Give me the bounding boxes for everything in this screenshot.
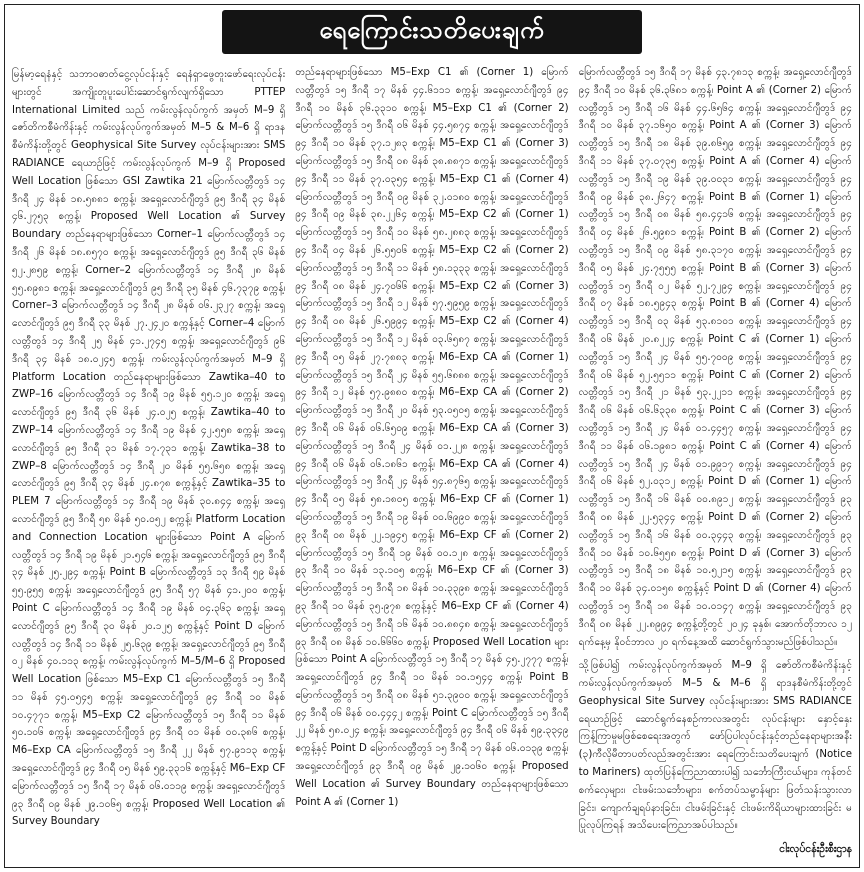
notice-columns — [12, 64, 852, 864]
column-2-text: တည်နေရာများဖြစ်သော M5–Exp C1 ၏ (Corner 1) မြောက်လတ္တီတွဒ် ၁၅ ဒီဂရီ ၁၇ မိနစ် ၄၄.၆၁၁၁ စက္ကန့်၊ အရှေ့လောင်ဂျီတွဒ် ၉၄ ဒီဂရီ ၁၀ မိနစ် ၃၆.၃၃၁၀ စက္ကန့်၊ M5–Exp C1 ၏ (Corner 2) မြောက်လတ္တီတွဒ် ၁၅ ဒီဂရီ ၀၆ မိနစ် ၄၄.၅၈၇၄ စက္ကန့်၊ အရှေ့လောင်ဂျီတွဒ် ၉၄ ဒီဂရီ ၁၀ မိနစ် ၃၇.၁၂၈၃ စက္ကန့်၊ M5–Exp C1 ၏ (Corner 3) မြောက်လတ္တီတွဒ် ၁၅ ဒီဂရီ ၀၈ မိနစ် ၃၈.၈၈၇၁ စက္ကန့်၊ အရှေ့လောင်ဂျီတွဒ် ၉၄ ဒီဂရီ ၁၁ မိနစ် ၃၇.၀၃၅၄ စက္ကန့်၊ M5–Exp C1 ၏ (Corner 4) မြောက်လတ္တီတွဒ် ၁၅ ဒီဂရီ ၀၉ မိနစ် ၃၂.၀၁၈၀ စက္ကန့်၊ အရှေ့လောင်ဂျီတွဒ် ၉၄ ဒီဂရီ ၀၉ မိနစ် ၃၈.၂၂၆၄ စက္ကန့်၊ M5–Exp C2 ၏ (Corner 1) မြောက်လတ္တီတွဒ် ၁၅ ဒီဂရီ ၁၀ မိနစ် ၅၈.၂၈၈၃ စက္ကန့်၊ အရှေ့လောင်ဂျီတွဒ် ၉၄ ဒီဂရီ ၀၄ မိနစ် ၂၆.၅၅၀၆ စက္ကန့်၊ M5–Exp C2 ၏ (Corner 2) မြောက်လတ္တီတွဒ် ၁၅ ဒီဂရီ ၁၁ မိနစ် ၅၈.၁၃၃၃ စက္ကန့်၊ အရှေ့လောင်ဂျီတွဒ် ၉၄ ဒီဂရီ ၀၈ မိနစ် ၂၄.၇၀၆၆ စက္ကန့်၊ M5–Exp C2 ၏ (Corner 3) မြောက်လတ္တီတွဒ် ၁၅ ဒီဂရီ ၁၂ မိနစ် ၅၇.၅၉၅၉ စက္ကန့်၊ အရှေ့လောင်ဂျီတွဒ် ၉၄ ဒီဂရီ ၀၈ မိနစ် ၂၆.၅၉၉၄ စက္ကန့်၊ M5–Exp C2 ၏ (Corner 4) မြောက်လတ္တီတွဒ် ၁၅ ဒီဂရီ ၁၂ မိနစ် ၀၃.၆၅၈၇ စက္ကန့်၊ အရှေ့လောင်ဂျီတွဒ် ၉၄ ဒီဂရီ ၀၅ မိနစ် ၂၇.၇၈၈၃ စက္ကန့်၊ M6–Exp CA ၏ (Corner 1) မြောက်လတ္တီတွဒ် ၁၅ ဒီဂရီ ၂၄ မိနစ် ၅၅.၆၈၈၈ စက္ကန့်၊ အရှေ့လောင်ဂျီတွဒ် ၉၄ ဒီဂရီ ၁၂ မိနစ် ၅၇.၉၈၈၀ စက္ကန့်၊ M6–Exp CA ၏ (Corner 2) မြောက်လတ္တီတွဒ် ၁၅ ဒီဂရီ ၂၀ မိနစ် ၅၃.၀၅၀၅ စက္ကန့်၊ အရှေ့လောင်ဂျီတွဒ် ၉၄ ဒီဂရီ ၀၆ မိနစ် ၀၆.၆၅၀၉ စက္ကန့်၊ M6–Exp CA ၏ (Corner 3) မြောက်လတ္တီတွဒ် ၁၅ ဒီဂရီ ၂၄ မိနစ် ၀၁.၂၂၈ စက္ကန့်၊ အရှေ့လောင်ဂျီတွဒ် ၉၄ ဒီဂရီ ၀၆ မိနစ် ၀၆.၁၈၆၁ စက္ကန့်၊ M6–Exp CA ၏ (Corner 4) မြောက်လတ္တီတွဒ် ၁၅ ဒီဂရီ ၂၄ မိနစ် ၅၄.၈၇၆၅ စက္ကန့်၊ အရှေ့လောင်ဂျီတွဒ် ၉၄ ဒီဂရီ ၀၅ မိနစ် ၅၈.၁၈၀၅ စက္ကန့်၊ M6–Exp CF ၏ (Corner 1) မြောက်လတ္တီတွဒ် ၁၅ ဒီဂရီ ၁၉ မိနစ် ၀၀.၆၉၉၀ စက္ကန့်၊ အရှေ့လောင်ဂျီတွဒ် ၉၃ ဒီဂရီ ၀၈ မိနစ် ၂၂.၁၉၄၅ စက္ကန့်၊ M6–Exp CF ၏ (Corner 2) မြောက်လတ္တီတွဒ် ၁၅ ဒီဂရီ ၁၉ မိနစ် ၀၀.၁၂၈ စက္ကန့်၊ အရှေ့လောင်ဂျီတွဒ် ၉၃ ဒီဂရီ ၁၀ မိနစ် ၁၃.၁၀၅ စက္ကန့်၊ M6–Exp CF ၏ (Corner 3) မြောက်လတ္တီတွဒ် ၁၅ ဒီဂရီ ၁၈ မိနစ် ၁၀.၃၃၉၈ စက္ကန့်၊ အရှေ့လောင်ဂျီတွဒ် ၉၃ ဒီဂရီ ၁၀ မိနစ် ၃၅.၉၇၈ စက္ကန့်နှင့် M6–Exp CF ၏ (Corner 4) မြောက်လတ္တီတွဒ် ၁၅ ဒီဂရီ ၁၆ မိနစ် ၁၀.၈၈၄၈ စက္ကန့်၊ အရှေ့လောင်ဂျီတွဒ် ၉၃ ဒီဂရီ ၀၈ မိနစ် ၁၀.၆၆၆၀ စက္ကန့်၊ Proposed Well Location များဖြစ်သော Point A မြောက်လတ္တီတွဒ် ၁၅ ဒီဂရီ ၁၇ မိနစ် ၄၅.၂၇၇၇ စက္ကန့်၊ အရှေ့လောင်ဂျီတွဒ် ၉၄ ဒီဂရီ ၁၀ မိနစ် ၁၀.၁၅၄၄ စက္ကန့်၊ Point B မြောက်လတ္တီတွဒ် ၁၅ ဒီဂရီ ၀၈ မိနစ် ၅၁.၃၉၀၀ စက္ကန့်၊ အရှေ့လောင်ဂျီတွဒ် ၉၄ ဒီဂရီ ၀၆ မိနစ် ၀၀.၄၄၄၂ စက္ကန့်၊ Point C မြောက်လတ္တီတွဒ် ၁၅ ဒီဂရီ ၂၂ မိနစ် ၅၈.၀၂၄ စက္ကန့်၊ အရှေ့လောင်ဂျီတွဒ် ၉၄ ဒီဂရီ ၀၆ မိနစ် ၅၉.၃၃၄၉ စက္ကန့်နှင့် Point D မြောက်လတ္တီတွဒ် ၁၅ ဒီဂရီ ၁၇ မိနစ် ၀၆.၀၁၃၉ စက္ကန့်၊ အရှေ့လောင်ဂျီတွဒ် ၉၃ ဒီဂရီ ၀၉ မိနစ် ၂၉.၁၀၆၀ စက္ကန့်၊ Proposed Well Location ၏ Survey Boundary တည်နေရာများဖြစ်သော Point A ၏ (Corner 1) — [295, 67, 569, 808]
column-3-paragraph-1: မြောက်လတ္တီတွဒ် ၁၅ ဒီဂရီ ၁၇ မိနစ် ၄၃.၇၈၁၃ စက္ကန့်၊ အရှေ့လောင်ဂျီတွဒ် ၉၄ ဒီဂရီ ၁၀ မိနစ် ၃၆.၃၆၈၁ စက္ကန့်၊ Point A ၏ (Corner 2) မြောက်လတ္တီတွဒ် ၁၅ ဒီဂရီ ၁၆ မိနစ် ၄၄.၆၅၆၄ စက္ကန့်၊ အရှေ့လောင်ဂျီတွဒ် ၉၄ ဒီဂရီ ၁၀ မိနစ် ၃၇.၁၆၅၀ စက္ကန့်၊ Point A ၏ (Corner 3) မြောက်လတ္တီတွဒ် ၁၅ ဒီဂရီ ၁၈ မိနစ် ၃၉.၈၆၅၉ စက္ကန့်၊ အရှေ့လောင်ဂျီတွဒ် ၉၄ ဒီဂရီ ၁၁ မိနစ် ၃၇.၀၇၃၅ စက္ကန့်၊ Point A ၏ (Corner 4) မြောက်လတ္တီတွဒ် ၁၅ ဒီဂရီ ၁၉ မိနစ် ၃၉.၀၀၃၁ စက္ကန့်၊ အရှေ့လောင်ဂျီတွဒ် ၉၄ ဒီဂရီ ၀၉ မိနစ် ၃၈.၂၆၄၇ စက္ကန့်၊ Point B ၏ (Corner 1) မြောက်လတ္တီတွဒ် ၁၅ ဒီဂရီ ၀၈ မိနစ် ၅၈.၄၄၁၆ စက္ကန့်၊ အရှေ့လောင်ဂျီတွဒ် ၉၄ ဒီဂရီ ၀၄ မိနစ် ၂၆.၅၉၈၁ စက္ကန့်၊ Point B ၏ (Corner 2) မြောက်လတ္တီတွဒ် ၁၅ ဒီဂရီ ၀၉ မိနစ် ၅၈.၃၁၇၀ စက္ကန့်၊ အရှေ့လောင်ဂျီတွဒ် ၉၄ ဒီဂရီ ၀၅ မိနစ် ၂၄.၇၅၅၅ စက္ကန့်၊ Point B ၏ (Corner 3) မြောက်လတ္တီတွဒ် ၁၅ ဒီဂရီ ၀၂ မိနစ် ၅၂.၇၂၉၄ စက္ကန့်၊ အရှေ့လောင်ဂျီတွဒ် ၉၄ ဒီဂရီ ၀၇ မိနစ် ၁၈.၅၉၄၃ စက္ကန့်၊ Point B ၏ (Corner 4) မြောက်လတ္တီတွဒ် ၁၅ ဒီဂရီ ၀၃ မိနစ် ၅၃.၈၁၀၁ စက္ကန့်၊ အရှေ့လောင်ဂျီတွဒ် ၉၄ ဒီဂရီ ၀၆ မိနစ် ၂၀.၈၂၂၄ စက္ကန့်၊ Point C ၏ (Corner 1) မြောက်လတ္တီတွဒ် ၁၅ ဒီဂရီ ၂၄ မိနစ် ၅၅.၇၀၀၉ စက္ကန့်၊ အရှေ့လောင်ဂျီတွဒ် ၉၄ ဒီဂရီ ၀၆ မိနစ် ၅၂.၅၅၁၁ စက္ကန့်၊ Point C ၏ (Corner 2) မြောက်လတ္တီတွဒ် ၁၅ ဒီဂရီ ၂၁ မိနစ် ၅၃.၂၂၁၁ စက္ကန့်၊ အရှေ့လောင်ဂျီတွဒ် ၉၄ ဒီဂရီ ၀၆ မိနစ် ၀၆.၆၃၃၈ စက္ကန့်၊ Point C ၏ (Corner 3) မြောက်လတ္တီတွဒ် ၁၅ ဒီဂရီ ၂၄ မိနစ် ၀၁.၄၄၅၇ စက္ကန့်၊ အရှေ့လောင်ဂျီတွဒ် ၉၄ ဒီဂရီ ၁၁ မိနစ် ၀၆.၁၉၈၁ စက္ကန့်၊ Point C ၏ (Corner 4) မြောက်လတ္တီတွဒ် ၁၅ ဒီဂရီ ၂၄ မိနစ် ၀၁.၉၉၁၇ စက္ကန့်၊ အရှေ့လောင်ဂျီတွဒ် ၉၄ ဒီဂရီ ၀၆ မိနစ် ၅၂.၀၃၁၂ စက္ကန့်၊ Point D ၏ (Corner 1) မြောက်လတ္တီတွဒ် ၁၅ ဒီဂရီ ၁၆ မိနစ် ၀၀.၈၉၁၂ စက္ကန့်၊ အရှေ့လောင်ဂျီတွဒ် ၉၃ ဒီဂရီ ၀၈ မိနစ် ၂၂.၅၃၄၄ စက္ကန့်၊ Point D ၏ (Corner 2) မြောက်လတ္တီတွဒ် ၁၅ ဒီဂရီ ၁၆ မိနစ် ၀၀.၃၄၄၃ စက္ကန့်၊ အရှေ့လောင်ဂျီတွဒ် ၉၃ ဒီဂရီ ၁၀ မိနစ် ၁၀.၆၅၅၈ စက္ကန့်၊ Point D ၏ (Corner 3) မြောက်လတ္တီတွဒ် ၁၅ ဒီဂရီ ၁၈ မိနစ် ၁၀.၅၂၁၅ စက္ကန့်၊ အရှေ့လောင်ဂျီတွဒ် ၉၃ ဒီဂရီ ၁၀ မိနစ် ၃၄.၀၁၅၈ စက္ကန့်နှင့် Point D ၏ (Corner 4) မြောက်လတ္တီတွဒ် ၁၅ ဒီဂရီ ၁၈ မိနစ် ၁၀.၀၁၄၇ စက္ကန့်၊ အရှေ့လောင်ဂျီတွဒ် ၉၃ ဒီဂရီ ၀၈ မိနစ် ၂၂.၈၉၉၄ စက္ကန့်တို့တွင် ၂၀၂၄ ခုနှစ်၊ အောက်တိုဘာလ ၁၂ ရက်နေ့မှ နိုဝင်ဘာလ ၂၀ ရက်နေ့အထိ ဆောင်ရွက်သွားမည်ဖြစ်ပါသည်။ — [578, 67, 852, 648]
notice-title: ရေကြောင်းသတိပေးချက် — [222, 10, 642, 54]
column-1 — [12, 64, 285, 864]
column-3-paragraph-2: သို့ဖြစ်ပါ၍ ကမ်းလွန်လုပ်ကွက်အမှတ် M–9 ရှိ ဇော်တိကစီမံကိန်းနှင့် ကမ်းလွန်လုပ်ကွက်အမှတ် M–5 & M–6 ရှိ ရာဒနစီမံကိန်းတို့တွင် Geophysical Site Survey လုပ်ငန်းများအား SMS RADIANCE ရေယာဉ်ဖြင့် ဆောင်ရွက်နေစဉ်ကာလအတွင်း လုပ်ငန်းများ နှောင့်နှေးကြန့်ကြာမှုမဖြစ်စေရေးအတွက် ဖော်ပြပါလုပ်ငန်းနှင့်တည်နေရာများအနီး (၃)ကီလိုမီတာပတ်လည်အတွင်းအား ရေကြောင်းသတိပေးချက် (Notice to Mariners) ထုတ်ပြန်ကြေညာထားပါ၍ သင်္ဘောကြီးငယ်များ၊ ကုန်တင်စက်လှေများ၊ ငါးဖမ်းသင်္ဘောများ၊ စက်တပ်သမ္ဗာန်များ ဖြတ်သန်းသွားလာခြင်း၊ ကျောက်ချရပ်နားခြင်း၊ ငါးဖမ်းခြင်းနှင့် ငါးဖမ်းကိရိယာများထားခြင်း မပြုလုပ်ကြရန် အသိပေးကြေညာအပ်ပါသည်။ — [578, 660, 852, 832]
column-3 — [579, 64, 852, 864]
signature: ငါးလုပ်ငန်းဦးစီးဌာန — [779, 843, 852, 856]
column-2 — [295, 64, 568, 864]
column-1-text: မြန်မာ့ရေနံနှင့် သဘာဝဓာတ်ငွေ့လုပ်ငန်းနှင့် ရေနံရှာဖွေတူးဖော်ရေးလုပ်ငန်းများတွင် အကျိုးတူပူးပေါင်းဆောင်ရွက်လျက်ရှိသော PTTEP International Limited သည် ကမ်းလွန်လုပ်ကွက် အမှတ် M–9 ရှိ ဇော်တိကစီမံကိန်းနှင့် ကမ်းလွန်လုပ်ကွက်အမှတ် M–5 & M–6 ရှိ ရာဒနစီမံကိန်းတို့တွင် Geophysical Site Survey လုပ်ငန်းများအား SMS RADIANCE ရေယာဉ်ဖြင့် ကမ်းလွန်လုပ်ကွက် M–9 ရှိ Proposed Well Location ဖြစ်သော GSI Zawtika 21 မြောက်လတ္တီတွဒ် ၁၄ ဒီဂရီ ၂၄ မိနစ် ၁၈.၅၈၈၁ စက္ကန့်၊ အရှေ့လောင်ဂျီတွဒ် ၉၅ ဒီဂရီ ၃၄ မိနစ် ၄၆.၂၇၅၃ စက္ကန့်၊ Proposed Well Location ၏ Survey Boundary တည်နေရာများဖြစ်သော Corner–1 မြောက်လတ္တီတွဒ် ၁၄ ဒီဂရီ ၂၆ မိနစ် ၁၈.၈၅၇၀ စက္ကန့်၊ အရှေ့လောင်ဂျီတွဒ် ၉၅ ဒီဂရီ ၃၆ မိနစ် ၅၂.၂၈၅၉ စက္ကန့်၊ Corner–2 မြောက်လတ္တီတွဒ် ၁၄ ဒီဂရီ ၂၈ မိနစ် ၅၅.၈၉၈၁ စက္ကန့်၊ အရှေ့လောင်ဂျီတွဒ် ၉၅ ဒီဂရီ ၃၅ မိနစ် ၄၆.၇၃၇၉ စက္ကန့်၊ Corner–3 မြောက်လတ္တီတွဒ် ၁၄ ဒီဂရီ ၂၈ မိနစ် ၀၆.၂၃၂၇ စက္ကန့်၊ အရှေ့လောင်ဂျီတွဒ် ၉၅ ဒီဂရီ ၃၃ မိနစ် ၂၇.၂၄၂၀ စက္ကန့်နှင့် Corner–4 မြောက်လတ္တီတွဒ် ၁၄ ဒီဂရီ ၂၅ မိနစ် ၄၁.၂၇၄၅ စက္ကန့်၊ အရှေ့လောင်ဂျီတွဒ် ၉၆ ဒီဂရီ ၃၄ မိနစ် ၁၈.၀၂၄၅ စက္ကန့်၊ ကမ်းလွန်လုပ်ကွက်အမှတ် M–9 ရှိ Platform Location တည်နေရာများဖြစ်သော Zawtika–40 to ZWP–16 မြောက်လတ္တီတွဒ် ၁၄ ဒီဂရီ ၁၉ မိနစ် ၅၅.၁၂၀ စက္ကန့်၊ အရှေ့လောင်ဂျီတွဒ် ၉၅ ဒီဂရီ ၃၆ မိနစ် ၂၄.၀၂၅ စက္ကန့်၊ Zawtika–40 to ZWP–14 မြောက်လတ္တီတွဒ် ၁၄ ဒီဂရီ ၁၉ မိနစ် ၄၂.၅၅၈ စက္ကန့်၊ အရှေ့လောင်ဂျီတွဒ် ၉၅ ဒီဂရီ ၃၁ မိနစ် ၁၇.၇၃၁ စက္ကန့်၊ Zawtika–38 to ZWP–8 မြောက်လတ္တီတွဒ် ၁၄ ဒီဂရီ ၂၀ မိနစ် ၅၅.၆၅၈ စက္ကန့်၊ အရှေ့လောင်ဂျီတွဒ် ၉၅ ဒီဂရီ ၃၄ မိနစ် ၂၄.၈၇၈ စက္ကန့်နှင့် Zawtika–35 to PLEM 7 မြောက်လတ္တီတွဒ် ၁၄ ဒီဂရီ ၁၉ မိနစ် ၃၀.၈၄၄ စက္ကန့်၊ အရှေ့လောင်ဂျီတွဒ် ၉၅ ဒီဂရီ ၅၈ မိနစ် ၅၀.၀၅၂ စက္ကန့်၊ Platform Location and Connection Location များဖြစ်သော Point A မြောက်လတ္တီတွဒ် ၁၄ ဒီဂရီ ၁၉ မိနစ် ၂၁.၅၄၆ စက္ကန့်၊ အရှေ့လောင်ဂျီတွဒ် ၉၅ ဒီဂရီ ၃၄ မိနစ် ၂၅.၂၉၄ စက္ကန့်၊ Point B မြောက်လတ္တီတွဒ် ၁၃ ဒီဂရီ ၅၉ မိနစ် ၅၅.၉၅၅ စက္ကန့်၊ အရှေ့လောင်ဂျီတွဒ် ၉၅ ဒီဂရီ ၅၇ မိနစ် ၄၁.၂၀၀ စက္ကန့်၊ Point C မြောက်လတ္တီတွဒ် ၁၄ ဒီဂရီ ၁၉ မိနစ် ၀၄.၃၆၃ စက္ကန့်၊ အရှေ့လောင်ဂျီတွဒ် ၉၅ ဒီဂရီ ၃၀ မိနစ် ၂၀.၁၂၅ စက္ကန့်နှင့် Point D မြောက်လတ္တီတွဒ် ၁၄ ဒီဂရီ ၁၁ မိနစ် ၂၅.၆၃၉ စက္ကန့်၊ အရှေ့လောင်ဂျီတွဒ် ၉၅ ဒီဂရီ ၀၂ မိနစ် ၄၀.၁၁၃ စက္ကန့်၊ ကမ်းလွန်လုပ်ကွက် M–5/M–6 ရှိ Proposed Well Location ဖြစ်သော M5–Exp C1 မြောက်လတ္တီတွဒ် ၁၅ ဒီဂရီ ၁၁ မိနစ် ၄၅.၀၅၄၅ စက္ကန့်၊ အရှေ့လောင်ဂျီတွဒ် ၉၄ ဒီဂရီ ၁၀ မိနစ် ၁၀.၄၇၇၁ စက္ကန့်၊ M5–Exp C2 မြောက်လတ္တီတွဒ် ၁၅ ဒီဂရီ ၁၁ မိနစ် ၅၀.၁၀၆ စက္ကန့်၊ အရှေ့လောင်ဂျီတွဒ် ၉၄ ဒီဂရီ ၀၁ မိနစ် ၀၀.၃၈၆ စက္ကန့်၊ M6–Exp CA မြောက်လတ္တီတွဒ် ၁၅ ဒီဂရီ ၂၂ မိနစ် ၅၇.၉၁၁၃ စက္ကန့်၊ အရှေ့လောင်ဂျီတွဒ် ၉၄ ဒီဂရီ ၀၅ မိနစ် ၅၉.၃၃၁၆ စက္ကန့်နှင့် M6–Exp CF မြောက်လတ္တီတွဒ် ၁၅ ဒီဂရီ ၁၇ မိနစ် ၀၆.၀၁၁၉ စက္ကန့်၊ အရှေ့လောင်ဂျီတွဒ် ၉၃ ဒီဂရီ ၀၉ မိနစ် ၂၉.၁၀၆၅ စက္ကန့်၊ Proposed Well Location ၏ Survey Boundary — [12, 69, 286, 828]
